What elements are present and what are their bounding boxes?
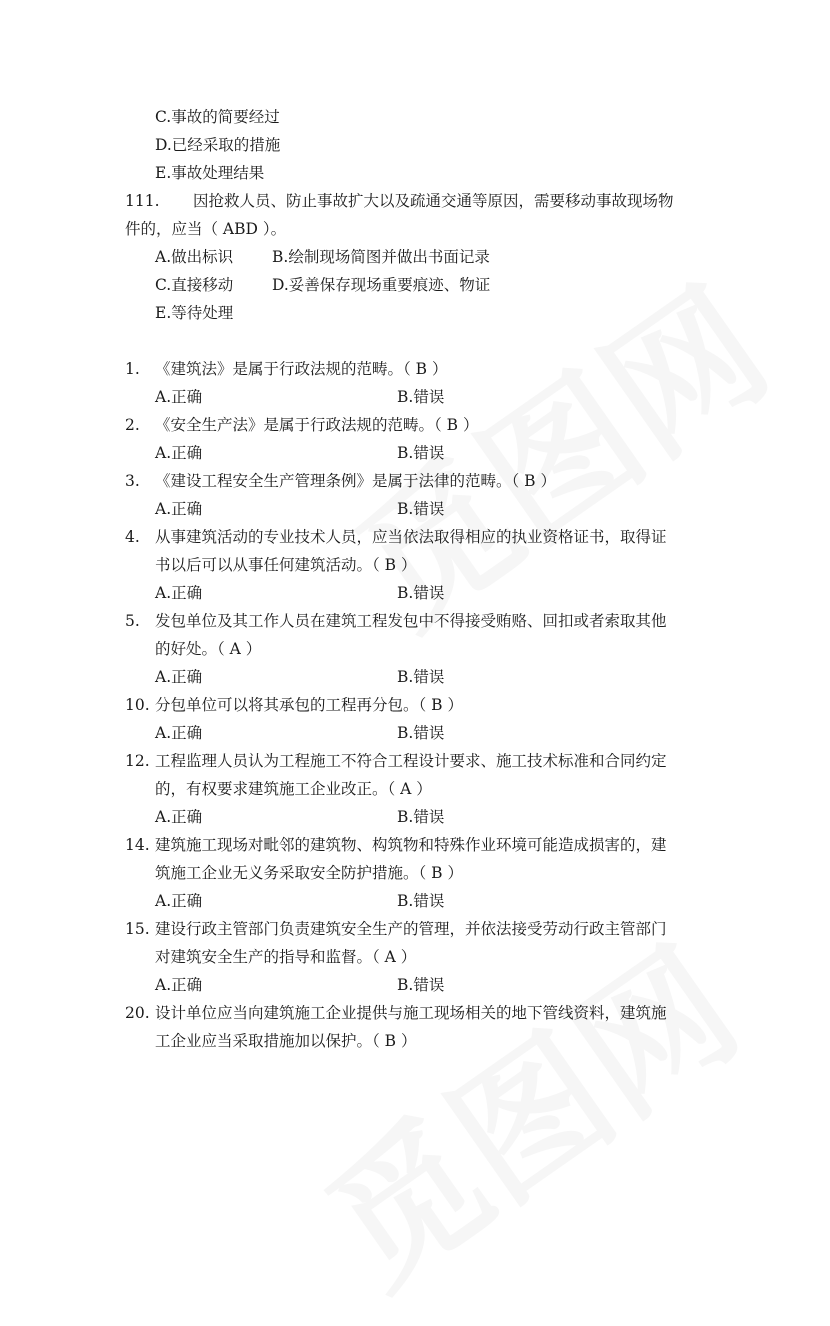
question-number: 5. xyxy=(125,612,140,630)
question-number: 20. xyxy=(125,1004,150,1022)
question-number: 111. xyxy=(125,192,160,210)
question-text: 发包单位及其工作人员在建筑工程发包中不得接受贿赂、回扣或者索取其他 xyxy=(155,612,667,630)
option-correct: A.正确 xyxy=(155,388,203,406)
question-number: 3. xyxy=(125,472,140,490)
option-wrong: B.错误 xyxy=(397,976,445,994)
option-correct: A.正确 xyxy=(155,584,203,602)
question-text: 件的，应当（ ABD ）。 xyxy=(125,220,287,238)
question-number: 2. xyxy=(125,416,140,434)
question-text: 《建设工程安全生产管理条例》是属于法律的范畴。（ B ） xyxy=(155,472,556,490)
option-correct: A.正确 xyxy=(155,668,203,686)
question-text: 《建筑法》是属于行政法规的范畴。（ B ） xyxy=(155,360,448,378)
option-wrong: B.错误 xyxy=(397,500,445,518)
question-text: 建设行政主管部门负责建筑安全生产的管理，并依法接受劳动行政主管部门 xyxy=(155,920,667,938)
question-text: 建筑施工现场对毗邻的建筑物、构筑物和特殊作业环境可能造成损害的，建 xyxy=(155,836,667,854)
question-text: 书以后可以从事任何建筑活动。（ B ） xyxy=(155,556,417,574)
question-text: 对建筑安全生产的指导和监督。（ A ） xyxy=(155,948,417,966)
question-number: 1. xyxy=(125,360,140,378)
option-correct: A.正确 xyxy=(155,976,203,994)
question-number: 12. xyxy=(125,752,150,770)
option-wrong: B.错误 xyxy=(397,388,445,406)
option-c: C.直接移动 xyxy=(155,276,234,294)
watermark xyxy=(309,230,802,665)
option-correct: A.正确 xyxy=(155,500,203,518)
option-d: D.妥善保存现场重要痕迹、物证 xyxy=(272,276,491,294)
question-text: 分包单位可以将其承包的工程再分包。（ B ） xyxy=(155,696,463,714)
question-text: 的，有权要求建筑施工企业改正。（ A ） xyxy=(155,780,432,798)
option-wrong: B.错误 xyxy=(397,584,445,602)
question-number: 14. xyxy=(125,836,150,854)
option-e: E.等待处理 xyxy=(155,304,234,322)
option-wrong: B.错误 xyxy=(397,724,445,742)
question-number: 15. xyxy=(125,920,150,938)
question-text: 从事建筑活动的专业技术人员，应当依法取得相应的执业资格证书，取得证 xyxy=(155,528,667,546)
option-d: D.已经采取的措施 xyxy=(155,136,281,154)
option-correct: A.正确 xyxy=(155,444,203,462)
option-a: A.做出标识 xyxy=(155,248,234,266)
option-correct: A.正确 xyxy=(155,724,203,742)
question-text: 工程监理人员认为工程施工不符合工程设计要求、施工技术标准和合同约定 xyxy=(155,752,667,770)
question-number: 4. xyxy=(125,528,140,546)
question-number: 10. xyxy=(125,696,150,714)
option-correct: A.正确 xyxy=(155,808,203,826)
option-wrong: B.错误 xyxy=(397,892,445,910)
option-e: E.事故处理结果 xyxy=(155,164,265,182)
option-wrong: B.错误 xyxy=(397,444,445,462)
question-text: 《安全生产法》是属于行政法规的范畴。（ B ） xyxy=(155,416,479,434)
question-text: 筑施工企业无义务采取安全防护措施。（ B ） xyxy=(155,864,463,882)
option-b: B.绘制现场简图并做出书面记录 xyxy=(272,248,490,266)
question-text: 的好处。（ A ） xyxy=(155,640,262,658)
question-text: 因抢救人员、防止事故扩大以及疏通交通等原因，需要移动事故现场物 xyxy=(193,192,674,210)
question-text: 设计单位应当向建筑施工企业提供与施工现场相关的地下管线资料，建筑施 xyxy=(155,1004,667,1022)
option-c: C.事故的简要经过 xyxy=(155,108,280,126)
option-wrong: B.错误 xyxy=(397,668,445,686)
option-wrong: B.错误 xyxy=(397,808,445,826)
option-correct: A.正确 xyxy=(155,892,203,910)
question-text: 工企业应当采取措施加以保护。（ B ） xyxy=(155,1032,417,1050)
